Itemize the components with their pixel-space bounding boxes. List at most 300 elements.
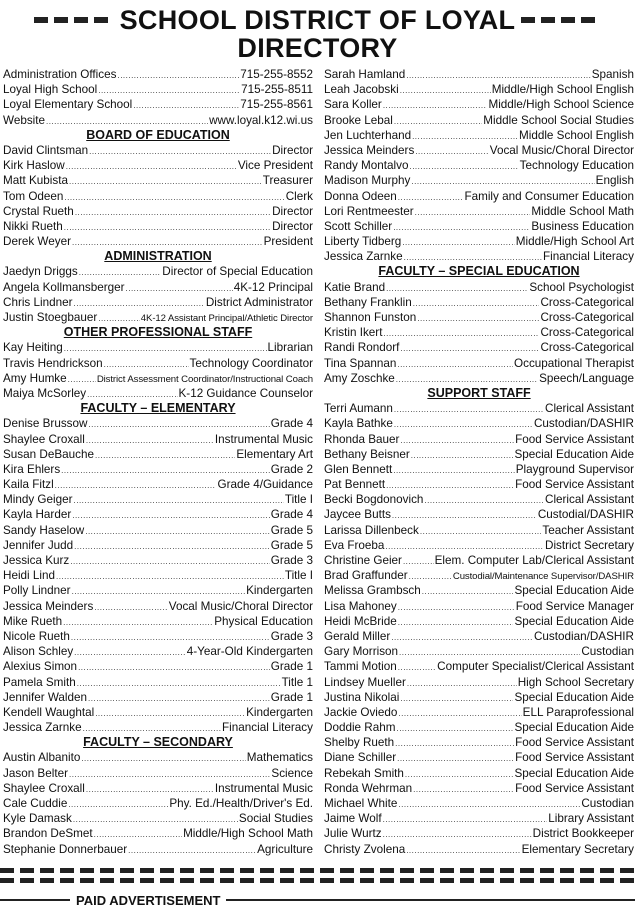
paid-advertisement-label: PAID ADVERTISEMENT — [76, 892, 221, 908]
entry-role: Grade 3 — [270, 554, 313, 567]
entry-role: Kindergarten — [246, 705, 313, 719]
entry-name: Donna Odeen — [324, 189, 397, 203]
directory-entry — [324, 568, 634, 583]
directory-entry — [324, 629, 634, 644]
directory-entry — [324, 781, 634, 796]
entry-name: Randy Montalvo — [324, 159, 409, 173]
entry-role: Computer Specialist/Clerical Assistant — [437, 660, 634, 674]
dot-leader — [406, 68, 591, 82]
entry-name: Michael White — [324, 797, 398, 810]
entry-name: Polly Lindner — [3, 584, 71, 598]
directory-entry — [3, 356, 313, 371]
entry-role: Business Education — [531, 219, 634, 233]
dot-leader — [64, 190, 284, 204]
entry-name: Jennifer Judd — [3, 538, 74, 552]
dot-leader — [77, 676, 281, 690]
entry-role: Custodial/DASHIR — [537, 508, 634, 522]
entry-name: Shaylee Croxall — [3, 432, 85, 446]
entry-role: Financial Literacy — [222, 721, 313, 735]
entry-name: Larissa Dillenbeck — [324, 523, 419, 537]
directory-entry — [324, 796, 634, 811]
entry-role: Title 1 — [281, 675, 313, 689]
dot-leader — [87, 387, 177, 401]
entry-role: Vocal Music/Choral Director — [489, 143, 634, 157]
directory-entry — [324, 492, 634, 507]
entry-name: Jessica Zarnke — [324, 250, 403, 264]
entry-name: Justin Stoegbauer — [3, 311, 98, 324]
entry-name: Glen Bennett — [324, 462, 393, 476]
directory-entry — [3, 173, 313, 188]
bottom-dash-rule-2 — [0, 878, 635, 883]
directory-entry — [324, 659, 634, 674]
dot-leader — [86, 433, 214, 447]
entry-name: Tom Odeen — [3, 189, 64, 203]
dot-leader — [403, 554, 434, 568]
entry-name: Denise Brussow — [3, 417, 88, 431]
dot-leader — [417, 311, 539, 325]
entry-name: Sandy Haselow — [3, 523, 85, 537]
entry-name: Shannon Funston — [324, 311, 417, 324]
entry-role: Grade 1 — [270, 690, 313, 704]
entry-name: Heidi Lind — [3, 569, 55, 583]
entry-name: Maiya McSorley — [3, 386, 87, 400]
dot-leader — [128, 843, 256, 857]
entry-role: Custodian/DASHIR — [533, 629, 634, 643]
dot-leader — [400, 341, 539, 355]
directory-entry — [3, 492, 313, 507]
entry-role: Cross-Categorical — [540, 341, 634, 355]
entry-role: Grade 4/Guidance — [217, 478, 313, 492]
dot-leader — [412, 129, 518, 143]
entry-role: District Secretary — [545, 538, 634, 552]
dot-leader — [420, 524, 542, 538]
entry-name: Nikki Rueth — [3, 219, 63, 233]
entry-name: Melissa Grambsch — [324, 584, 421, 598]
entry-role: Speech/Language — [539, 371, 634, 385]
title-line-1: SCHOOL DISTRICT OF LOYAL — [119, 5, 516, 35]
entry-role: 4K-12 Assistant Principal/Athletic Director — [140, 313, 313, 324]
directory-entry — [324, 842, 634, 857]
dot-leader — [70, 554, 270, 568]
entry-role: Middle/High School Art — [515, 235, 634, 249]
directory-entry — [324, 310, 634, 325]
entry-name: Jessica Zarnke — [3, 721, 82, 735]
directory-entry — [3, 705, 313, 720]
directory-entry — [3, 371, 313, 386]
dot-leader — [386, 281, 528, 295]
directory-entry — [3, 477, 313, 492]
entry-name: Kristin Ikert — [324, 326, 383, 340]
directory-entry — [3, 447, 313, 462]
entry-role: Grade 5 — [270, 538, 313, 552]
dot-leader — [79, 265, 162, 279]
directory-entry — [324, 735, 634, 750]
entry-role: Custodian/DASHIR — [533, 417, 634, 431]
entry-name: Justina Nikolai — [324, 690, 400, 704]
entry-role: Technology Education — [519, 159, 634, 173]
entry-name: Shelby Rueth — [324, 736, 395, 750]
entry-role: Vice President — [237, 159, 313, 173]
dot-leader — [68, 372, 96, 386]
entry-role: Elementary Secretary — [521, 842, 634, 856]
dot-leader — [133, 98, 239, 112]
entry-name: Amy Zoschke — [324, 371, 395, 385]
dot-leader — [89, 144, 271, 158]
directory-entry — [324, 219, 634, 234]
title-row-1 — [0, 6, 635, 34]
dot-leader — [398, 797, 580, 811]
dot-leader — [406, 843, 520, 857]
directory-entry — [3, 523, 313, 538]
directory-entry — [3, 568, 313, 583]
directory-entry — [324, 690, 634, 705]
section-heading: ADMINISTRATION — [104, 249, 212, 264]
dot-leader — [415, 144, 489, 158]
dot-leader — [404, 250, 542, 264]
directory-entry — [3, 280, 313, 295]
entry-name: Jessica Meinders — [324, 143, 415, 157]
entry-role: 4-Year-Old Kindergarten — [186, 645, 313, 659]
entry-role: Grade 3 — [270, 629, 313, 643]
entry-role: Custodian — [581, 797, 634, 810]
directory-entry — [3, 113, 313, 128]
entry-name: Alexius Simon — [3, 660, 78, 674]
dot-leader — [74, 296, 205, 310]
dot-leader — [64, 220, 271, 234]
entry-role: Instrumental Music — [214, 432, 313, 446]
directory-entry — [3, 583, 313, 598]
dot-leader — [397, 357, 513, 371]
dot-leader — [394, 114, 482, 128]
dot-leader — [383, 326, 539, 340]
entry-name: Madison Murphy — [324, 174, 411, 188]
dot-leader — [74, 493, 284, 507]
entry-name: Mike Rueth — [3, 614, 63, 628]
entry-name: Eva Froeba — [324, 538, 385, 552]
entry-role: English — [595, 174, 634, 188]
entry-role: Grade 5 — [270, 523, 313, 537]
entry-name: Jaedyn Driggs — [3, 265, 78, 279]
entry-name: Brad Graffunder — [324, 569, 408, 583]
entry-role: Director — [272, 204, 313, 218]
entry-role: Technology Coordinator — [189, 356, 313, 370]
entry-name: Christine Geier — [324, 554, 402, 567]
entry-name: Jennifer Walden — [3, 690, 88, 704]
entry-role: Elementary Art — [236, 447, 313, 461]
entry-role: Special Education Aide — [514, 447, 634, 461]
dot-leader — [88, 417, 269, 431]
title-line-2: DIRECTORY — [237, 33, 398, 63]
entry-role: Food Service Assistant — [515, 736, 634, 750]
entry-name: Kendell Waughtal — [3, 705, 95, 719]
entry-name: Kira Ehlers — [3, 462, 61, 476]
entry-name: Brandon DeSmet — [3, 827, 93, 841]
entry-name: Lori Rentmeester — [324, 204, 414, 218]
dot-leader — [75, 205, 271, 219]
dot-leader — [393, 220, 530, 234]
dot-leader — [94, 827, 182, 841]
directory-entry — [3, 219, 313, 234]
directory-entry — [3, 659, 313, 674]
directory-entry — [3, 811, 313, 826]
entry-role: Grade 4 — [270, 508, 313, 522]
dot-leader — [64, 341, 267, 355]
entry-name: Sarah Hamland — [324, 68, 406, 81]
entry-role: Phy. Ed./Health/Driver's Ed. — [169, 797, 313, 810]
entry-name: Becki Bogdonovich — [324, 493, 424, 507]
entry-name: Bethany Beisner — [324, 447, 410, 461]
dot-leader — [83, 721, 221, 735]
entry-role: Teacher Assistant — [542, 523, 634, 537]
dot-leader — [398, 190, 464, 204]
directory-entry — [3, 614, 313, 629]
entry-name: Jackie Oviedo — [324, 705, 398, 719]
directory-entry — [3, 295, 313, 310]
entry-role: Custodian — [581, 645, 634, 659]
directory-entry — [324, 128, 634, 143]
directory-entry — [3, 97, 313, 112]
dot-leader — [78, 660, 270, 674]
directory-entry — [3, 750, 313, 765]
dot-leader — [398, 600, 515, 614]
entry-role: District Bookkeeper — [532, 827, 634, 841]
entry-role: Cross-Categorical — [540, 326, 634, 340]
entry-name: Austin Albanito — [3, 751, 81, 765]
directory-entry — [3, 189, 313, 204]
directory-entry — [324, 523, 634, 538]
footer-rule-right — [226, 899, 635, 901]
directory-entry — [324, 173, 634, 188]
directory-entry — [324, 432, 634, 447]
entry-role: High School Secretary — [517, 675, 634, 689]
entry-name: Doddie Rahm — [324, 721, 396, 735]
entry-role: Middle/High School Math — [183, 827, 313, 841]
directory-entry — [324, 720, 634, 735]
entry-name: Cale Cuddie — [3, 797, 68, 810]
entry-name: Shaylee Croxall — [3, 781, 85, 795]
entry-name: Rebekah Smith — [324, 766, 404, 780]
entry-role: District Assessment Coordinator/Instructional Coach — [96, 373, 313, 385]
entry-role: Special Education Aide — [514, 721, 634, 735]
entry-name: Rhonda Bauer — [324, 432, 400, 446]
entry-role: Middle/High School English — [491, 83, 634, 97]
dot-leader — [69, 174, 262, 188]
dot-leader — [391, 630, 533, 644]
dot-leader — [400, 433, 514, 447]
entry-role: District Administrator — [205, 295, 313, 309]
entry-role: Physical Education — [214, 614, 313, 628]
entry-role: Grade 4 — [270, 417, 313, 431]
entry-role: Spanish — [591, 68, 634, 81]
dot-leader — [411, 174, 594, 188]
entry-role: Clerk — [285, 189, 313, 203]
section-heading: FACULTY – ELEMENTARY — [80, 401, 236, 416]
entry-role: Food Service Assistant — [515, 478, 634, 492]
dot-leader — [63, 615, 213, 629]
entry-role: Playground Supervisor — [515, 462, 634, 476]
directory-entry — [324, 614, 634, 629]
entry-name: Jaime Wolf — [324, 812, 382, 826]
entry-role: Grade 1 — [270, 660, 313, 674]
entry-role: Cross-Categorical — [540, 311, 634, 324]
entry-role: Special Education Aide — [514, 584, 634, 598]
dot-leader — [55, 478, 217, 492]
entry-role: Special Education Aide — [514, 614, 634, 628]
footer-rule-left — [0, 899, 70, 901]
dot-leader — [72, 235, 263, 249]
section-heading: FACULTY – SECONDARY — [83, 735, 233, 750]
entry-name: Travis Hendrickson — [3, 356, 103, 370]
dot-leader — [71, 630, 270, 644]
dot-leader — [98, 311, 140, 325]
directory-entry — [3, 386, 313, 401]
entry-name: Leah Jacobski — [324, 83, 399, 97]
entry-name: Heidi McBride — [324, 614, 397, 628]
directory-entry — [3, 310, 313, 325]
entry-role: Director of Special Education — [162, 265, 313, 279]
bottom-dash-rule-1 — [0, 868, 635, 873]
directory-entry — [3, 234, 313, 249]
title-dash-left — [34, 17, 114, 23]
dot-leader — [88, 691, 270, 705]
entry-role: 715-255-8561 — [240, 98, 313, 112]
dot-leader — [402, 235, 514, 249]
directory-entry — [324, 189, 634, 204]
directory-entry — [324, 234, 634, 249]
entry-name: Tammi Motion — [324, 660, 397, 674]
entry-name: Angela Kollmansberger — [3, 280, 125, 294]
entry-role: Food Service Manager — [515, 599, 634, 613]
entry-name: Jessica Kurz — [3, 554, 70, 567]
dot-leader — [415, 205, 531, 219]
directory-entry — [324, 113, 634, 128]
dot-leader — [94, 600, 168, 614]
entry-role: Title I — [284, 493, 313, 507]
directory-entry — [3, 204, 313, 219]
directory-entry — [3, 826, 313, 841]
entry-role: Special Education Aide — [514, 690, 634, 704]
entry-name: Katie Brand — [324, 280, 386, 294]
dot-leader — [72, 584, 245, 598]
entry-name: Loyal Elementary School — [3, 98, 133, 112]
dot-leader — [104, 357, 189, 371]
entry-name: Mindy Geiger — [3, 493, 73, 507]
directory-entry — [3, 675, 313, 690]
entry-name: Tina Spannan — [324, 356, 397, 370]
dot-leader — [66, 159, 237, 173]
entry-role: Director — [272, 219, 313, 233]
dot-leader — [72, 508, 270, 522]
directory-entry — [324, 249, 634, 264]
entry-name: Julie Wurtz — [324, 827, 382, 841]
dot-leader — [411, 448, 514, 462]
entry-role: ELL Paraprofessional — [522, 705, 634, 719]
dot-leader — [61, 463, 270, 477]
entry-role: Family and Consumer Education — [464, 189, 634, 203]
directory-entry — [324, 340, 634, 355]
entry-name: Kay Heiting — [3, 341, 63, 355]
dot-leader — [98, 83, 240, 97]
entry-role: Occupational Therapist — [514, 356, 634, 370]
dot-leader — [396, 721, 513, 735]
entry-name: Kayla Bathke — [324, 417, 393, 431]
dot-leader — [126, 281, 233, 295]
dot-leader — [422, 584, 514, 598]
entry-role: President — [263, 235, 313, 249]
directory-entry — [3, 432, 313, 447]
directory-entry — [3, 553, 313, 568]
entry-name: Nicole Rueth — [3, 629, 70, 643]
dot-leader — [396, 372, 538, 386]
entry-role: School Psychologist — [529, 280, 634, 294]
title-dash-right — [521, 17, 601, 23]
dot-leader — [95, 706, 245, 720]
directory-entry — [324, 766, 634, 781]
directory-entry — [3, 264, 313, 279]
entry-role: Kindergarten — [246, 584, 313, 598]
directory-entry — [324, 583, 634, 598]
section-heading: FACULTY – SPECIAL EDUCATION — [378, 264, 580, 279]
directory-entry — [324, 67, 634, 82]
entry-role: Food Service Assistant — [515, 751, 634, 765]
dot-leader — [73, 812, 238, 826]
entry-name: Gerald Miller — [324, 629, 391, 643]
directory-entry — [324, 280, 634, 295]
directory-entry — [3, 507, 313, 522]
entry-name: Susan DeBauche — [3, 447, 94, 461]
entry-role: Middle School English — [519, 128, 634, 142]
entry-name: Scott Schiller — [324, 219, 393, 233]
entry-name: Jen Luchterhand — [324, 128, 412, 142]
dot-leader — [395, 736, 514, 750]
entry-role: Mathematics — [246, 751, 313, 765]
entry-name: Stephanie Donnerbauer — [3, 842, 128, 856]
directory-entry — [3, 690, 313, 705]
directory-entry — [324, 553, 634, 568]
dot-leader — [397, 751, 514, 765]
entry-name: Christy Zvolena — [324, 842, 406, 856]
directory-entry — [3, 538, 313, 553]
directory-entry — [324, 447, 634, 462]
directory-entry — [3, 143, 313, 158]
directory-entry — [3, 158, 313, 173]
directory-entry — [3, 416, 313, 431]
directory-entry — [3, 462, 313, 477]
entry-name: Amy Humke — [3, 371, 67, 385]
entry-name: Crystal Rueth — [3, 204, 74, 218]
dot-leader — [398, 660, 436, 674]
directory-entry — [324, 143, 634, 158]
dot-leader — [393, 463, 515, 477]
directory-entry — [324, 325, 634, 340]
entry-name: Matt Kubista — [3, 174, 68, 188]
entry-name: Randi Rondorf — [324, 341, 400, 355]
directory-entry — [324, 644, 634, 659]
entry-role: 715-255-8511 — [241, 83, 313, 97]
entry-role: Clerical Assistant — [545, 402, 634, 416]
section-heading: BOARD OF EDUCATION — [86, 127, 230, 142]
entry-role: Middle School Social Studies — [483, 113, 634, 127]
directory-entry — [3, 644, 313, 659]
directory-entry — [324, 477, 634, 492]
directory-entry — [3, 629, 313, 644]
entry-name: Jessica Meinders — [3, 599, 94, 613]
entry-role: Social Studies — [238, 812, 313, 826]
dot-leader — [398, 706, 521, 720]
directory-entry — [324, 826, 634, 841]
directory-entry — [324, 295, 634, 310]
dot-leader — [86, 782, 214, 796]
